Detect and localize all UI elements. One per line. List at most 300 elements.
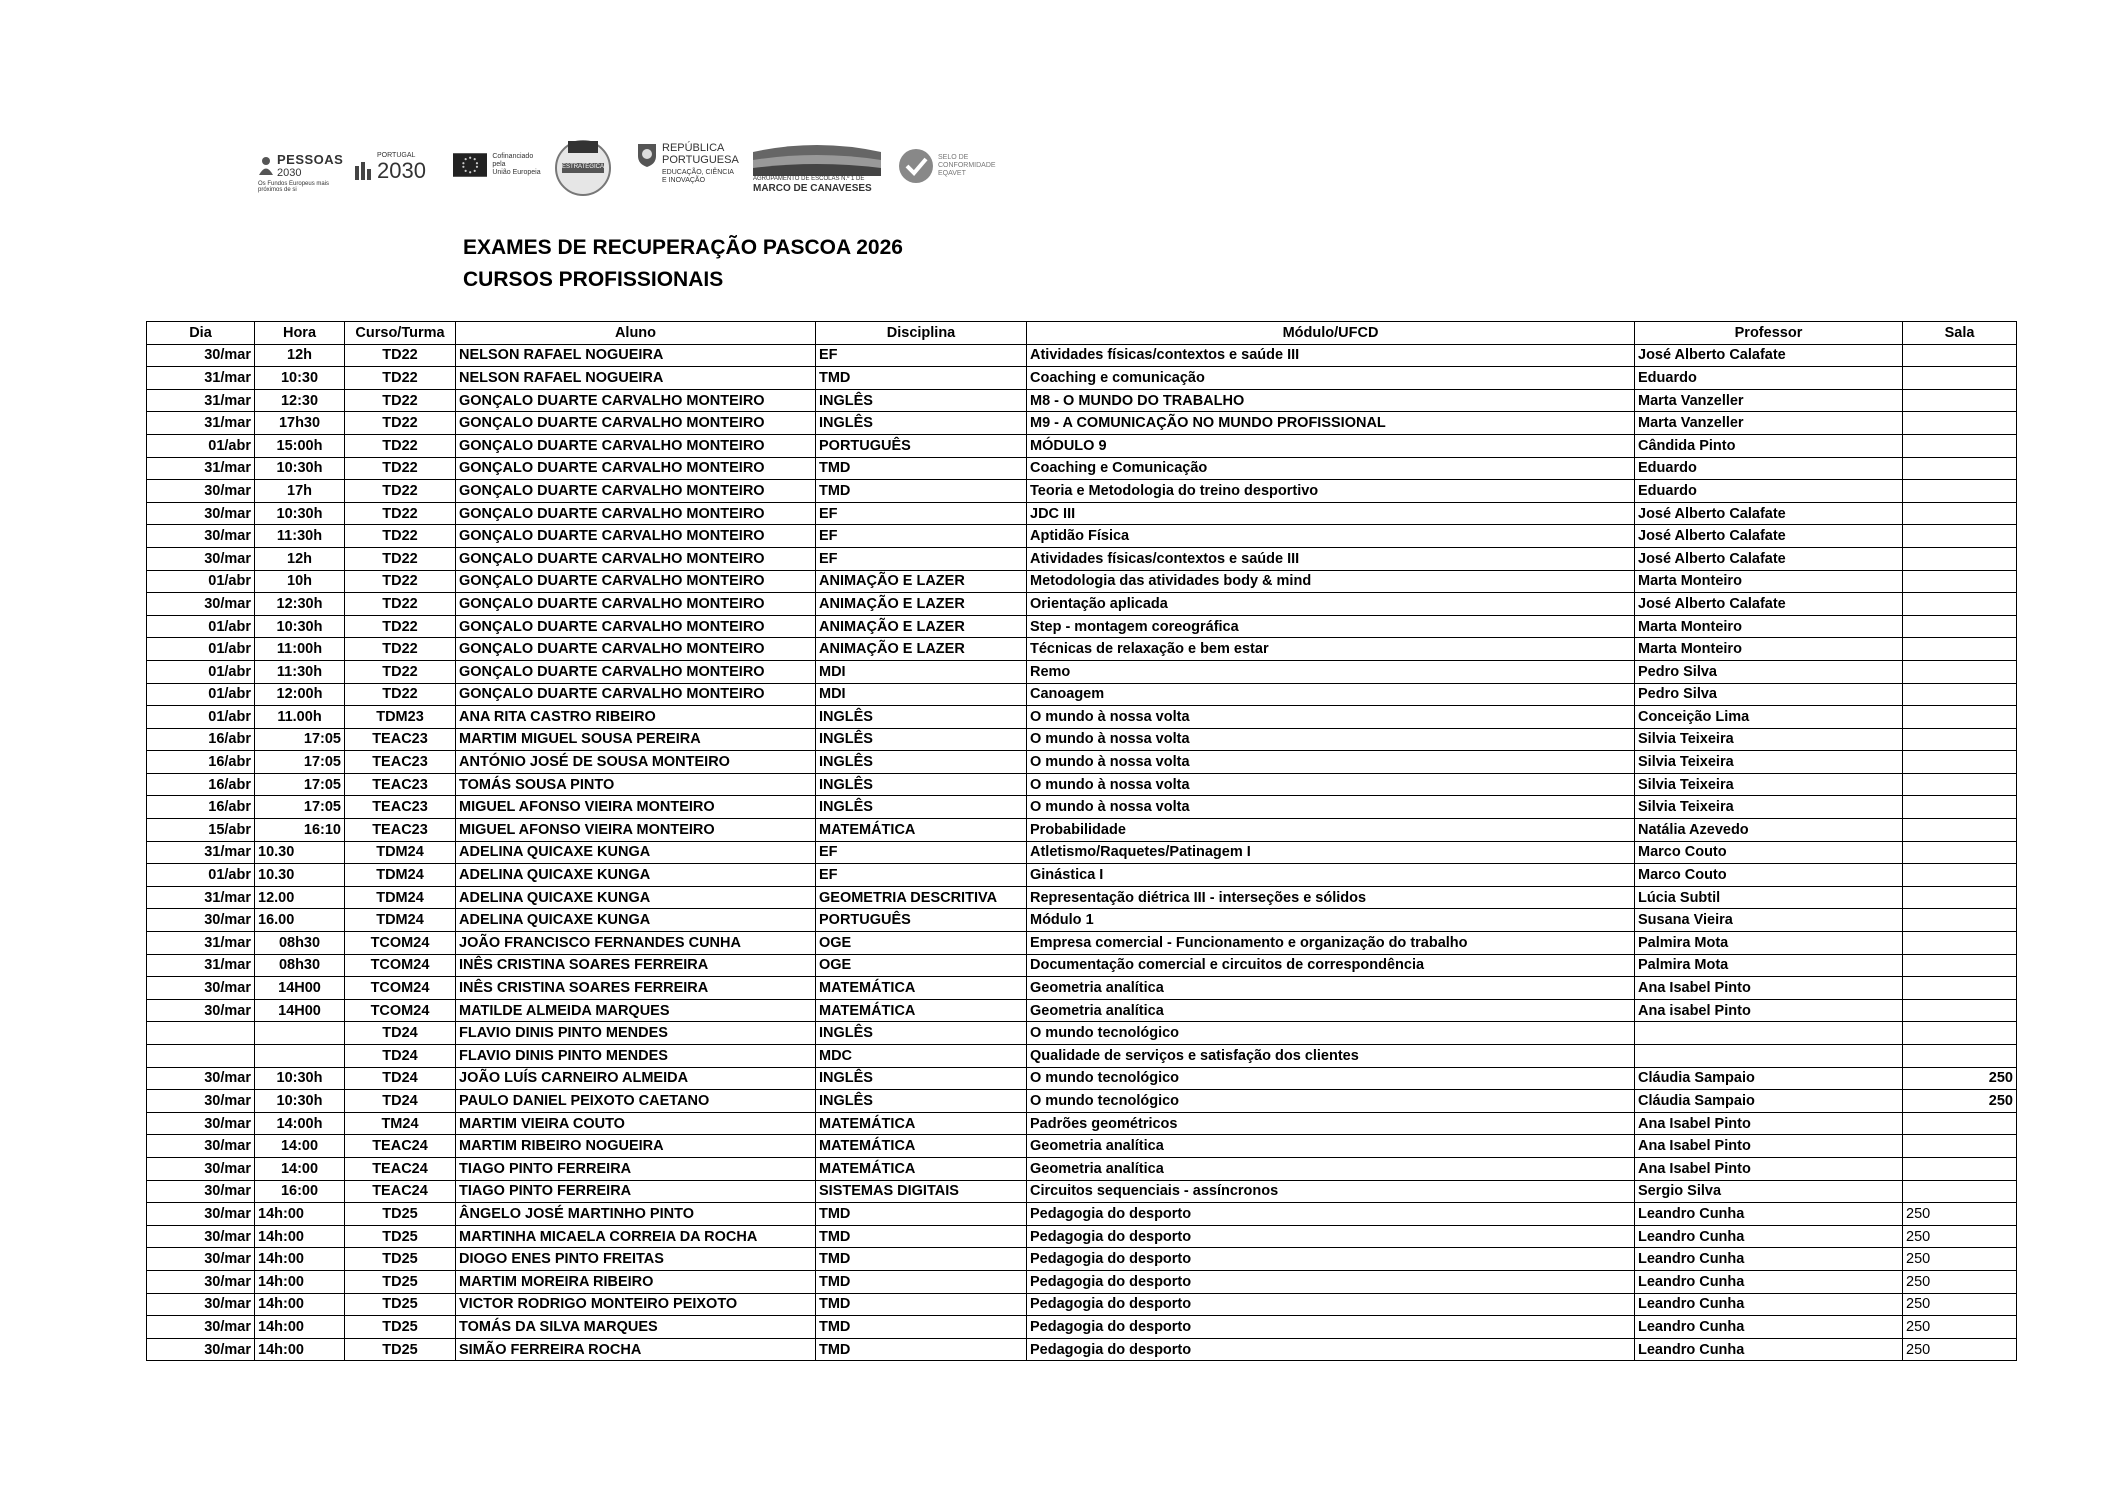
cell-hora: 16:00 [255,1180,345,1203]
table-row [147,502,2017,525]
cell-curso-turma: TD24 [345,1090,456,1113]
cell-professor: Marco Couto [1635,841,1903,864]
cell-disciplina: INGLÊS [816,796,1027,819]
cell-professor: Susana Vieira [1635,909,1903,932]
document-subtitle: CURSOS PROFISSIONAIS [463,268,724,291]
cell-dia: 31/mar [147,367,255,390]
cell-hora: 14h:00 [255,1225,345,1248]
cell-dia: 30/mar [147,1135,255,1158]
table-row [147,615,2017,638]
cell-disciplina: OGE [816,932,1027,955]
cell-sala [1903,773,2017,796]
cell-sala [1903,954,2017,977]
cell-sala [1903,683,2017,706]
cell-curso-turma: TDM24 [345,909,456,932]
cell-professor: Palmira Mota [1635,954,1903,977]
cell-sala [1903,751,2017,774]
cell-disciplina: INGLÊS [816,728,1027,751]
cell-hora: 14H00 [255,999,345,1022]
cell-sala: 250 [1903,1203,2017,1226]
cell-aluno: MARTIM MOREIRA RIBEIRO [456,1270,816,1293]
cell-disciplina: EF [816,841,1027,864]
cell-curso-turma: TD25 [345,1248,456,1271]
cell-dia: 30/mar [147,1248,255,1271]
cell-disciplina: EF [816,344,1027,367]
cell-hora: 10:30h [255,1090,345,1113]
cell-sala [1903,1135,2017,1158]
cell-aluno: GONÇALO DUARTE CARVALHO MONTEIRO [456,570,816,593]
cell-aluno: FLAVIO DINIS PINTO MENDES [456,1045,816,1068]
cell-disciplina: TMD [816,1270,1027,1293]
cell-curso-turma: TD25 [345,1270,456,1293]
cell-modulo-ufcd: Aptidão Física [1027,525,1635,548]
cell-hora [255,1045,345,1068]
cell-aluno: GONÇALO DUARTE CARVALHO MONTEIRO [456,502,816,525]
cell-modulo-ufcd: Pedagogia do desporto [1027,1203,1635,1226]
cell-hora: 14h:00 [255,1248,345,1271]
table-row [147,1316,2017,1339]
cell-modulo-ufcd: Geometria analítica [1027,977,1635,1000]
cell-modulo-ufcd: Step - montagem coreográfica [1027,615,1635,638]
cell-sala [1903,999,2017,1022]
cell-disciplina: TMD [816,1248,1027,1271]
cell-dia: 31/mar [147,412,255,435]
cell-professor: José Alberto Calafate [1635,502,1903,525]
cell-curso-turma: TD22 [345,593,456,616]
cell-curso-turma: TM24 [345,1112,456,1135]
cell-disciplina: OGE [816,954,1027,977]
strategy-badge-logo: ESTRATÉGICA [554,138,614,200]
cell-hora: 10:30h [255,1067,345,1090]
cell-aluno: TOMÁS SOUSA PINTO [456,773,816,796]
cell-dia: 31/mar [147,457,255,480]
cell-dia: 30/mar [147,1270,255,1293]
cell-professor: Leandro Cunha [1635,1316,1903,1339]
cell-modulo-ufcd: Metodologia das atividades body & mind [1027,570,1635,593]
table-header-row [147,322,2017,345]
cell-hora: 08h30 [255,932,345,955]
cell-sala [1903,841,2017,864]
cell-hora: 17:05 [255,728,345,751]
cell-dia: 30/mar [147,999,255,1022]
cell-professor: Cláudia Sampaio [1635,1090,1903,1113]
cell-hora: 14h:00 [255,1270,345,1293]
cell-aluno: MIGUEL AFONSO VIEIRA MONTEIRO [456,819,816,842]
cell-aluno: NELSON RAFAEL NOGUEIRA [456,344,816,367]
cell-sala [1903,457,2017,480]
cell-disciplina: TMD [816,1203,1027,1226]
cell-dia: 30/mar [147,480,255,503]
cell-sala [1903,412,2017,435]
cell-curso-turma: TEAC24 [345,1135,456,1158]
cell-hora: 10h [255,570,345,593]
table-row [147,999,2017,1022]
table-row [147,683,2017,706]
cell-disciplina: TMD [816,1316,1027,1339]
cell-aluno: PAULO DANIEL PEIXOTO CAETANO [456,1090,816,1113]
cell-aluno: MATILDE ALMEIDA MARQUES [456,999,816,1022]
cell-curso-turma: TD22 [345,683,456,706]
table-row [147,932,2017,955]
cell-disciplina: TMD [816,1338,1027,1361]
cell-curso-turma: TEAC23 [345,728,456,751]
cell-professor: José Alberto Calafate [1635,525,1903,548]
cell-aluno: GONÇALO DUARTE CARVALHO MONTEIRO [456,547,816,570]
portugal-2030-logo: PORTUGAL 2030 [354,152,434,214]
table-row [147,751,2017,774]
column-header-hora: Hora [255,322,345,345]
table-row [147,1090,2017,1113]
cell-professor: Lúcia Subtil [1635,886,1903,909]
cell-dia: 01/abr [147,434,255,457]
cell-aluno: MARTIM VIEIRA COUTO [456,1112,816,1135]
cell-modulo-ufcd: M8 - O MUNDO DO TRABALHO [1027,389,1635,412]
cell-professor: Leandro Cunha [1635,1225,1903,1248]
cell-curso-turma: TEAC23 [345,773,456,796]
cell-disciplina: MATEMÁTICA [816,1135,1027,1158]
cell-aluno: GONÇALO DUARTE CARVALHO MONTEIRO [456,638,816,661]
cell-modulo-ufcd: O mundo tecnológico [1027,1090,1635,1113]
cell-dia: 15/abr [147,819,255,842]
cell-professor: Silvia Teixeira [1635,751,1903,774]
cell-dia: 30/mar [147,1203,255,1226]
table-row [147,1022,2017,1045]
cell-hora: 17:05 [255,773,345,796]
cell-aluno: ADELINA QUICAXE KUNGA [456,864,816,887]
cell-sala: 250 [1903,1270,2017,1293]
cell-sala [1903,389,2017,412]
table-row [147,344,2017,367]
table-row [147,1248,2017,1271]
cell-aluno: ADELINA QUICAXE KUNGA [456,909,816,932]
agrupamento-banner-icon [753,142,881,176]
cell-dia [147,1022,255,1045]
table-row [147,412,2017,435]
cell-modulo-ufcd: Documentação comercial e circuitos de correspondência [1027,954,1635,977]
cell-disciplina: INGLÊS [816,389,1027,412]
cell-hora: 14H00 [255,977,345,1000]
cell-curso-turma: TD22 [345,457,456,480]
column-header-dia: Dia [147,322,255,345]
cell-professor: José Alberto Calafate [1635,344,1903,367]
cell-modulo-ufcd: MÓDULO 9 [1027,434,1635,457]
column-header-curso-turma: Curso/Turma [345,322,456,345]
cell-curso-turma: TEAC23 [345,819,456,842]
cell-professor: Leandro Cunha [1635,1203,1903,1226]
cell-sala [1903,615,2017,638]
cell-sala: 250 [1903,1225,2017,1248]
cell-hora: 12.00 [255,886,345,909]
table-row [147,570,2017,593]
cell-sala [1903,1112,2017,1135]
cell-curso-turma: TD22 [345,344,456,367]
cell-modulo-ufcd: Pedagogia do desporto [1027,1316,1635,1339]
cell-aluno: GONÇALO DUARTE CARVALHO MONTEIRO [456,660,816,683]
cell-disciplina: EF [816,864,1027,887]
cell-modulo-ufcd: Geometria analítica [1027,1157,1635,1180]
cell-modulo-ufcd: Pedagogia do desporto [1027,1293,1635,1316]
cell-curso-turma: TD24 [345,1022,456,1045]
cell-professor: José Alberto Calafate [1635,593,1903,616]
cell-sala: 250 [1903,1067,2017,1090]
cell-dia: 16/abr [147,728,255,751]
table-row [147,841,2017,864]
cell-professor: Eduardo [1635,367,1903,390]
cell-modulo-ufcd: O mundo tecnológico [1027,1022,1635,1045]
cell-disciplina: PORTUGUÊS [816,909,1027,932]
cell-modulo-ufcd: Geometria analítica [1027,1135,1635,1158]
cell-curso-turma: TD22 [345,502,456,525]
cell-professor: Marta Vanzeller [1635,412,1903,435]
cell-curso-turma: TD22 [345,615,456,638]
cell-modulo-ufcd: Canoagem [1027,683,1635,706]
cell-modulo-ufcd: O mundo à nossa volta [1027,796,1635,819]
cell-modulo-ufcd: Padrões geométricos [1027,1112,1635,1135]
cell-aluno: GONÇALO DUARTE CARVALHO MONTEIRO [456,480,816,503]
cell-dia: 16/abr [147,773,255,796]
table-body [147,344,2017,1361]
cell-modulo-ufcd: Teoria e Metodologia do treino desportivo [1027,480,1635,503]
cell-professor: Marta Monteiro [1635,615,1903,638]
cell-aluno: INÊS CRISTINA SOARES FERREIRA [456,954,816,977]
table-row [147,480,2017,503]
cell-sala [1903,570,2017,593]
cell-modulo-ufcd: Circuitos sequenciais - assíncronos [1027,1180,1635,1203]
cell-professor [1635,1045,1903,1068]
table-row [147,796,2017,819]
cell-dia: 30/mar [147,909,255,932]
table-row [147,819,2017,842]
cell-disciplina: TMD [816,1293,1027,1316]
cell-professor: Marta Vanzeller [1635,389,1903,412]
column-header-professor: Professor [1635,322,1903,345]
cell-disciplina: MDI [816,683,1027,706]
table-row [147,547,2017,570]
cell-hora: 10.30 [255,864,345,887]
cell-dia: 31/mar [147,389,255,412]
cell-dia: 01/abr [147,864,255,887]
cell-modulo-ufcd: Pedagogia do desporto [1027,1338,1635,1361]
cell-disciplina: TMD [816,457,1027,480]
cell-modulo-ufcd: Pedagogia do desporto [1027,1270,1635,1293]
cell-sala [1903,525,2017,548]
cell-curso-turma: TD22 [345,660,456,683]
cell-dia: 30/mar [147,977,255,1000]
cell-modulo-ufcd: Ginástica I [1027,864,1635,887]
cell-professor: Marta Monteiro [1635,638,1903,661]
cell-hora: 17h30 [255,412,345,435]
cell-professor: Eduardo [1635,457,1903,480]
table-row [147,1135,2017,1158]
cell-modulo-ufcd: Qualidade de serviços e satisfação dos clientes [1027,1045,1635,1068]
cell-aluno: FLAVIO DINIS PINTO MENDES [456,1022,816,1045]
cell-hora: 12:30 [255,389,345,412]
cell-hora: 17h [255,480,345,503]
column-header-modulo-ufcd: Módulo/UFCD [1027,322,1635,345]
cell-hora: 17:05 [255,796,345,819]
cell-curso-turma: TD22 [345,480,456,503]
cell-disciplina: TMD [816,367,1027,390]
cell-dia: 30/mar [147,502,255,525]
cell-hora: 17:05 [255,751,345,774]
cell-modulo-ufcd: M9 - A COMUNICAÇÃO NO MUNDO PROFISSIONAL [1027,412,1635,435]
cell-disciplina: MATEMÁTICA [816,977,1027,1000]
cell-disciplina: MDC [816,1045,1027,1068]
cell-aluno: GONÇALO DUARTE CARVALHO MONTEIRO [456,389,816,412]
cell-modulo-ufcd: Módulo 1 [1027,909,1635,932]
cell-curso-turma: TDM23 [345,706,456,729]
cell-professor: Palmira Mota [1635,932,1903,955]
cell-disciplina: ANIMAÇÃO E LAZER [816,570,1027,593]
cell-dia [147,1045,255,1068]
cell-professor [1635,1022,1903,1045]
cell-sala [1903,344,2017,367]
cell-aluno: ÂNGELO JOSÉ MARTINHO PINTO [456,1203,816,1226]
cell-hora: 10:30h [255,502,345,525]
cell-modulo-ufcd: JDC III [1027,502,1635,525]
cell-curso-turma: TEAC24 [345,1180,456,1203]
cell-curso-turma: TD25 [345,1293,456,1316]
cell-aluno: GONÇALO DUARTE CARVALHO MONTEIRO [456,525,816,548]
cell-dia: 31/mar [147,886,255,909]
cell-disciplina: MATEMÁTICA [816,1112,1027,1135]
table-row [147,1045,2017,1068]
cell-sala [1903,932,2017,955]
cell-disciplina: SISTEMAS DIGITAIS [816,1180,1027,1203]
cell-curso-turma: TD22 [345,525,456,548]
table-row [147,1112,2017,1135]
cell-hora: 14h:00 [255,1203,345,1226]
cell-disciplina: EF [816,525,1027,548]
person-icon [258,156,274,176]
cell-aluno: GONÇALO DUARTE CARVALHO MONTEIRO [456,615,816,638]
eqavet-seal-logo: SELO DE CONFORMIDADE EQAVET [898,148,1018,210]
cell-dia: 01/abr [147,570,255,593]
cell-sala [1903,480,2017,503]
cell-modulo-ufcd: O mundo à nossa volta [1027,728,1635,751]
table-row [147,909,2017,932]
cell-modulo-ufcd: Atletismo/Raquetes/Patinagem I [1027,841,1635,864]
cell-sala: 250 [1903,1293,2017,1316]
cell-dia: 30/mar [147,547,255,570]
cell-professor: Ana Isabel Pinto [1635,977,1903,1000]
cell-dia: 30/mar [147,593,255,616]
cell-hora: 12:30h [255,593,345,616]
cell-dia: 01/abr [147,660,255,683]
cell-modulo-ufcd: Atividades físicas/contextos e saúde III [1027,344,1635,367]
table-row [147,706,2017,729]
cell-sala [1903,1157,2017,1180]
cell-disciplina: PORTUGUÊS [816,434,1027,457]
table-row [147,977,2017,1000]
cell-sala [1903,660,2017,683]
cell-modulo-ufcd: O mundo à nossa volta [1027,773,1635,796]
cell-dia: 30/mar [147,1067,255,1090]
cell-hora: 10:30h [255,457,345,480]
cell-sala [1903,502,2017,525]
cell-dia: 01/abr [147,683,255,706]
cell-curso-turma: TCOM24 [345,977,456,1000]
cell-curso-turma: TD24 [345,1067,456,1090]
eu-flag-icon [453,152,487,178]
cell-curso-turma: TD25 [345,1316,456,1339]
cell-dia: 30/mar [147,1112,255,1135]
cell-disciplina: MATEMÁTICA [816,999,1027,1022]
cell-aluno: JOÃO FRANCISCO FERNANDES CUNHA [456,932,816,955]
cell-curso-turma: TEAC23 [345,751,456,774]
cell-modulo-ufcd: Representação diétrica III - interseções e sólidos [1027,886,1635,909]
cell-curso-turma: TDM24 [345,864,456,887]
table-row [147,1338,2017,1361]
cell-dia: 30/mar [147,344,255,367]
cell-aluno: ANA RITA CASTRO RIBEIRO [456,706,816,729]
cell-disciplina: GEOMETRIA DESCRITIVA [816,886,1027,909]
column-header-aluno: Aluno [456,322,816,345]
cell-modulo-ufcd: Geometria analítica [1027,999,1635,1022]
cell-curso-turma: TD25 [345,1338,456,1361]
cell-professor: Conceição Lima [1635,706,1903,729]
cell-disciplina: INGLÊS [816,412,1027,435]
cell-sala [1903,819,2017,842]
cell-modulo-ufcd: Atividades físicas/contextos e saúde III [1027,547,1635,570]
cell-professor: Leandro Cunha [1635,1338,1903,1361]
table-row [147,728,2017,751]
cell-dia: 16/abr [147,751,255,774]
cell-professor: Pedro Silva [1635,660,1903,683]
cell-disciplina: INGLÊS [816,1022,1027,1045]
cell-hora: 14h:00 [255,1293,345,1316]
cell-aluno: ADELINA QUICAXE KUNGA [456,886,816,909]
cell-hora: 11.00h [255,706,345,729]
cell-disciplina: INGLÊS [816,773,1027,796]
cell-curso-turma: TD24 [345,1045,456,1068]
cell-hora: 14:00 [255,1157,345,1180]
cell-dia: 30/mar [147,1090,255,1113]
cell-modulo-ufcd: Pedagogia do desporto [1027,1248,1635,1271]
cell-curso-turma: TD25 [345,1225,456,1248]
cell-disciplina: EF [816,547,1027,570]
cell-sala [1903,728,2017,751]
cell-professor: Leandro Cunha [1635,1248,1903,1271]
cell-curso-turma: TD22 [345,412,456,435]
table-row [147,1180,2017,1203]
cell-hora: 14h:00 [255,1338,345,1361]
cell-aluno: DIOGO ENES PINTO FREITAS [456,1248,816,1271]
cell-aluno: ADELINA QUICAXE KUNGA [456,841,816,864]
cell-sala [1903,593,2017,616]
cell-sala: 250 [1903,1248,2017,1271]
cell-aluno: MARTIM MIGUEL SOUSA PEREIRA [456,728,816,751]
cell-modulo-ufcd: O mundo à nossa volta [1027,706,1635,729]
cell-curso-turma: TEAC24 [345,1157,456,1180]
cell-hora: 14:00h [255,1112,345,1135]
cell-aluno: GONÇALO DUARTE CARVALHO MONTEIRO [456,434,816,457]
cell-disciplina: ANIMAÇÃO E LAZER [816,593,1027,616]
cell-hora: 11:30h [255,525,345,548]
cell-professor: Cláudia Sampaio [1635,1067,1903,1090]
table-row [147,525,2017,548]
cell-hora [255,1022,345,1045]
cell-sala [1903,1045,2017,1068]
cell-aluno: VICTOR RODRIGO MONTEIRO PEIXOTO [456,1293,816,1316]
coat-of-arms-icon [636,142,658,168]
cell-professor: Sergio Silva [1635,1180,1903,1203]
cell-modulo-ufcd: O mundo à nossa volta [1027,751,1635,774]
cell-sala [1903,547,2017,570]
table-row [147,1225,2017,1248]
exams-table [146,321,2017,1361]
table-row [147,1270,2017,1293]
